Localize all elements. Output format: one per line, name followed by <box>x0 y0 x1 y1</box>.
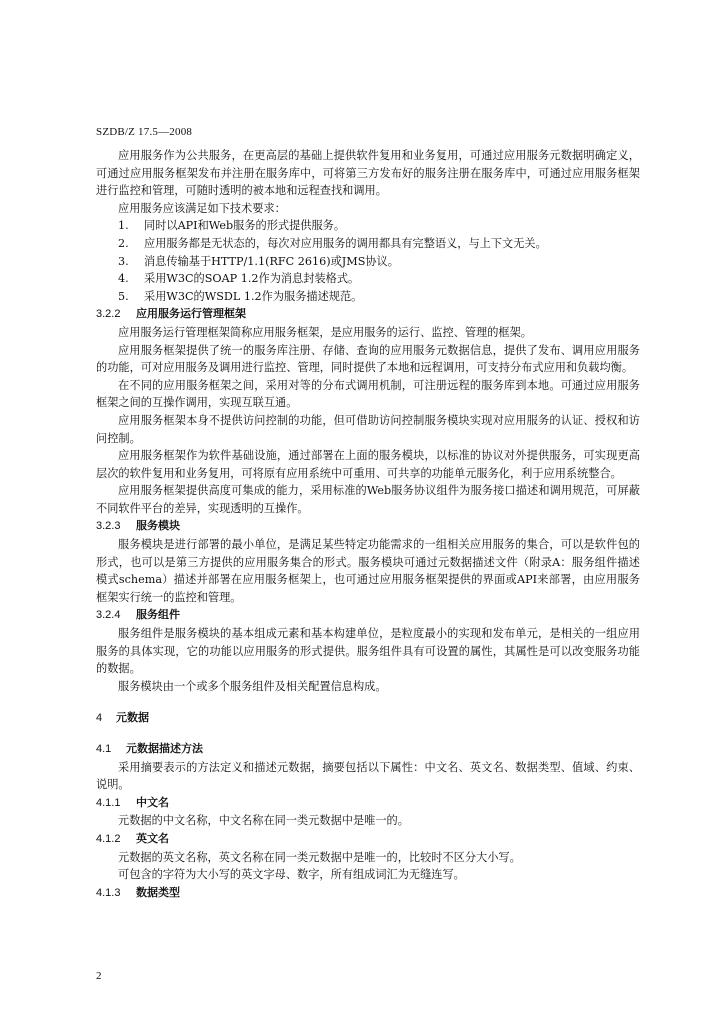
list-item-text: 采用W3C的WSDL 1.2作为服务描述规范。 <box>144 289 363 303</box>
section-title: 数据类型 <box>136 885 180 899</box>
section-number: 3.2.2 <box>96 308 121 321</box>
paragraph: 采用摘要表示的方法定义和描述元数据，摘要包括以下属性：中文名、英文名、数据类型、值域、约束、说明。 <box>96 760 640 792</box>
list-item-number: 3. <box>118 254 129 268</box>
paragraph: 可包含的字符为大小写的英文字母、数字，所有组成词汇为无缝连写。 <box>118 868 465 882</box>
section-heading <box>96 517 640 536</box>
section-number: 4.1.1 <box>96 796 121 809</box>
chapter-title: 元数据 <box>116 711 149 725</box>
section-title: 中文名 <box>136 795 169 809</box>
section-heading <box>96 794 640 813</box>
paragraph: 应用服务框架提供了统一的服务库注册、存储、查询的应用服务元数据信息，提供了发布、调用应用服务的功能，可对应用服务及调用进行监控、管理，同时提供了本地和远程调用，可支持分布式应用和负载均衡。 <box>96 343 640 375</box>
list-item-text: 消息传输基于HTTP/1.1(RFC 2616)或JMS协议。 <box>144 254 399 268</box>
section-number: 4.1 <box>96 743 112 755</box>
list-item <box>96 253 640 271</box>
paragraph: 元数据的中文名称，中文名称在同一类元数据中是唯一的。 <box>118 814 409 828</box>
paragraph: 服务模块由一个或多个服务组件及相关配置信息构成。 <box>118 679 387 693</box>
chapter-heading <box>96 709 640 728</box>
section-heading <box>96 884 640 903</box>
section-heading <box>96 606 640 625</box>
paragraph: 元数据的英文名称，英文名称在同一类元数据中是唯一的，比较时不区分大小写。 <box>118 850 521 864</box>
section-title: 服务模块 <box>136 519 180 533</box>
section-number: 3.2.4 <box>96 609 121 622</box>
paragraph: 应用服务应该满足如下技术要求： <box>118 201 286 215</box>
paragraph: 应用服务框架本身不提供访问控制的功能，但可借助访问控制服务模块实现对应用服务的认证、授权和访问控制。 <box>96 413 640 445</box>
list-item-text: 同时以API和Web服务的形式提供服务。 <box>144 219 346 233</box>
section-number: 4.1.2 <box>96 832 121 845</box>
standard-code-header: SZDB/Z 17.5—2008 <box>96 126 193 138</box>
requirements-list <box>96 217 640 305</box>
paragraph: 应用服务框架作为软件基础设施，通过部署在上面的服务模块，以标准的协议对外提供服务，可实现更高层次的软件复用和业务复用，可将原有应用系统中可重用、可共享的功能单元服务化，利于应用系统整合。 <box>96 449 640 480</box>
paragraph: 在不同的应用服务框架之间，采用对等的分布式调用机制，可注册远程的服务库到本地。可通过应用服务框架之间的互操作调用，实现互联互通。 <box>96 378 640 410</box>
list-item <box>96 270 640 288</box>
section-heading <box>96 830 640 849</box>
section-number: 4.1.3 <box>96 886 121 899</box>
paragraph: 服务模块是进行部署的最小单位，是满足某些特定功能需求的一组相关应用服务的集合，可以是软件包的形式，也可以是第三方提供的应用服务集合的形式。服务模块可通过元数据描述文件（附录A：服务组件描述模式schema）描述并部署在应用服务框架上，也可通过应用服务框架提供的界面或API来部署，由应用服务框架实行统一的监控和管理。 <box>96 538 640 604</box>
page-number: 2 <box>96 970 102 982</box>
list-item-text: 采用W3C的SOAP 1.2作为消息封装格式。 <box>144 272 360 286</box>
list-item-number: 5. <box>118 289 129 303</box>
section-title: 应用服务运行管理框架 <box>136 307 246 321</box>
paragraph: 应用服务作为公共服务，在更高层的基础上提供软件复用和业务复用，可通过应用服务元数据明确定义，可通过应用服务框架发布并注册在服务库中，可将第三方发布好的服务注册在服务库中，可通过应用服务框架进行监控和管理，可随时透明的被本地和远程查找和调用。 <box>96 149 640 198</box>
body-content <box>96 147 640 902</box>
list-item <box>96 288 640 306</box>
paragraph: 服务组件是服务模块的基本组成元素和基本构建单位，是粒度最小的实现和发布单元，是相关的一组应用服务的具体实现，它的功能以应用服务的形式提供。服务组件具有可设置的属性，其属性是可以改变服务功能的数据。 <box>96 627 640 676</box>
chapter-number: 4 <box>96 712 103 725</box>
section-title: 元数据描述方法 <box>126 742 203 755</box>
list-item <box>96 217 640 235</box>
list-item <box>96 235 640 253</box>
section-number: 3.2.3 <box>96 520 121 533</box>
list-item-number: 1. <box>118 219 129 233</box>
section-heading <box>96 305 640 324</box>
paragraph: 应用服务运行管理框架简称应用服务框架，是应用服务的运行、监控、管理的框架。 <box>118 325 532 339</box>
section-title: 服务组件 <box>136 608 180 622</box>
section-title: 英文名 <box>136 831 169 845</box>
paragraph: 应用服务框架提供高度可集成的能力，采用标准的Web服务协议组件为服务接口描述和调用规范，可屏蔽不同软件平台的差异，实现透明的互操作。 <box>96 484 640 515</box>
list-item-text: 应用服务都是无状态的，每次对应用服务的调用都具有完整语义，与上下文无关。 <box>144 236 547 250</box>
list-item-number: 4. <box>118 272 129 286</box>
section-heading <box>96 740 640 759</box>
list-item-number: 2. <box>118 236 129 250</box>
